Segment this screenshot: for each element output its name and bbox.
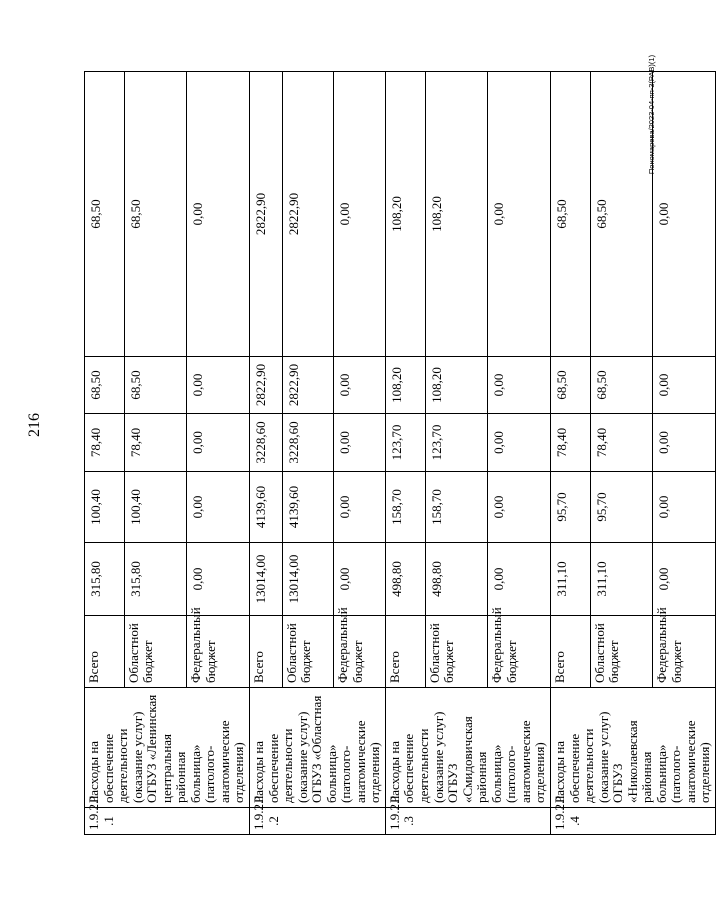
amount-cell: 158,70 [425, 472, 488, 543]
row-code-cell: 1.9.2.1 .4 [550, 808, 715, 835]
amount-cell: 68,50 [124, 357, 187, 414]
amount-cell: 0,00 [187, 72, 250, 357]
amount-cell: 0,00 [488, 414, 551, 472]
amount-cell: 108,20 [385, 72, 425, 357]
funding-source-cell: Областной бюджет [282, 616, 334, 688]
amount-cell: 0,00 [653, 414, 716, 472]
amount-cell: 108,20 [425, 72, 488, 357]
amount-cell: 0,00 [187, 472, 250, 543]
amount-cell: 315,80 [124, 543, 187, 616]
amount-cell: 4139,60 [250, 472, 283, 543]
amount-cell: 158,70 [385, 472, 425, 543]
amount-cell: 0,00 [187, 357, 250, 414]
amount-cell: 68,50 [550, 72, 590, 357]
amount-cell: 95,70 [590, 472, 653, 543]
amount-cell: 0,00 [334, 357, 386, 414]
amount-cell: 498,80 [385, 543, 425, 616]
table-row [550, 72, 590, 835]
amount-cell: 3228,60 [282, 414, 334, 472]
amount-cell: 2822,90 [282, 357, 334, 414]
funding-source-cell: Всего [385, 616, 425, 688]
funding-source-cell: Областной бюджет [590, 616, 653, 688]
amount-cell: 0,00 [488, 472, 551, 543]
table-row [250, 72, 283, 835]
amount-cell: 0,00 [187, 414, 250, 472]
amount-cell: 2822,90 [282, 72, 334, 357]
amount-cell: 498,80 [425, 543, 488, 616]
row-code-cell: 1.9.2.1 .2 [250, 808, 386, 835]
table-row [85, 72, 125, 835]
funding-source-cell: Федеральный бюджет [488, 616, 551, 688]
row-code-cell: 1.9.2.1 .3 [385, 808, 550, 835]
budget-table [84, 71, 716, 835]
funding-source-cell: Федеральный бюджет [653, 616, 716, 688]
amount-cell: 2822,90 [250, 357, 283, 414]
amount-cell: 311,10 [590, 543, 653, 616]
amount-cell: 311,10 [550, 543, 590, 616]
amount-cell: 78,40 [590, 414, 653, 472]
amount-cell: 0,00 [488, 357, 551, 414]
amount-cell: 95,70 [550, 472, 590, 543]
amount-cell: 0,00 [653, 472, 716, 543]
amount-cell: 13014,00 [250, 543, 283, 616]
amount-cell: 0,00 [334, 543, 386, 616]
amount-cell: 0,00 [653, 543, 716, 616]
amount-cell: 4139,60 [282, 472, 334, 543]
amount-cell: 68,50 [590, 357, 653, 414]
amount-cell: 0,00 [488, 543, 551, 616]
amount-cell: 0,00 [187, 543, 250, 616]
amount-cell: 2822,90 [250, 72, 283, 357]
amount-cell: 0,00 [488, 72, 551, 357]
amount-cell: 78,40 [85, 414, 125, 472]
expense-description-cell: Расходы на обеспечение деятельности (оказание услуг) ОГБУЗ «Смидовичская районная больница» (патолого-анатомические отделения) [385, 688, 550, 808]
page-number: 216 [26, 413, 43, 437]
amount-cell: 108,20 [385, 357, 425, 414]
amount-cell: 100,40 [85, 472, 125, 543]
amount-cell: 123,70 [425, 414, 488, 472]
funding-source-cell: Областной бюджет [425, 616, 488, 688]
funding-source-cell: Всего [550, 616, 590, 688]
amount-cell: 68,50 [550, 357, 590, 414]
funding-source-cell: Всего [250, 616, 283, 688]
table-row [385, 72, 425, 835]
amount-cell: 68,50 [85, 72, 125, 357]
amount-cell: 68,50 [85, 357, 125, 414]
row-code-cell: 1.9.2.1 .1 [85, 808, 250, 835]
amount-cell: 0,00 [653, 357, 716, 414]
funding-source-cell: Всего [85, 616, 125, 688]
amount-cell: 78,40 [124, 414, 187, 472]
amount-cell: 0,00 [334, 414, 386, 472]
document-footer-code: Пономарева/2023-04-пп-3(РАВ)(1) [647, 54, 657, 175]
amount-cell: 315,80 [85, 543, 125, 616]
amount-cell: 68,50 [590, 72, 653, 357]
amount-cell: 100,40 [124, 472, 187, 543]
amount-cell: 0,00 [334, 72, 386, 357]
expense-description-cell: Расходы на обеспечение деятельности (оказание услуг) ОГБУЗ «Николаевская районная больница» (патолого-анатомические отделения) [550, 688, 715, 808]
amount-cell: 3228,60 [250, 414, 283, 472]
funding-source-cell: Федеральный бюджет [334, 616, 386, 688]
amount-cell: 0,00 [653, 72, 716, 357]
amount-cell: 123,70 [385, 414, 425, 472]
expense-description-cell: Расходы на обеспечение деятельности (оказание услуг) ОГБУЗ «Областная больница» (патолого-анатомические отделения) [250, 688, 386, 808]
amount-cell: 13014,00 [282, 543, 334, 616]
amount-cell: 108,20 [425, 357, 488, 414]
amount-cell: 68,50 [124, 72, 187, 357]
funding-source-cell: Федеральный бюджет [187, 616, 250, 688]
amount-cell: 78,40 [550, 414, 590, 472]
expense-description-cell: Расходы на обеспечение деятельности (оказание услуг) ОГБУЗ «Ленинская центральная районная больница» (патолого-анатомические отделения) [85, 688, 250, 808]
amount-cell: 0,00 [334, 472, 386, 543]
funding-source-cell: Областной бюджет [124, 616, 187, 688]
